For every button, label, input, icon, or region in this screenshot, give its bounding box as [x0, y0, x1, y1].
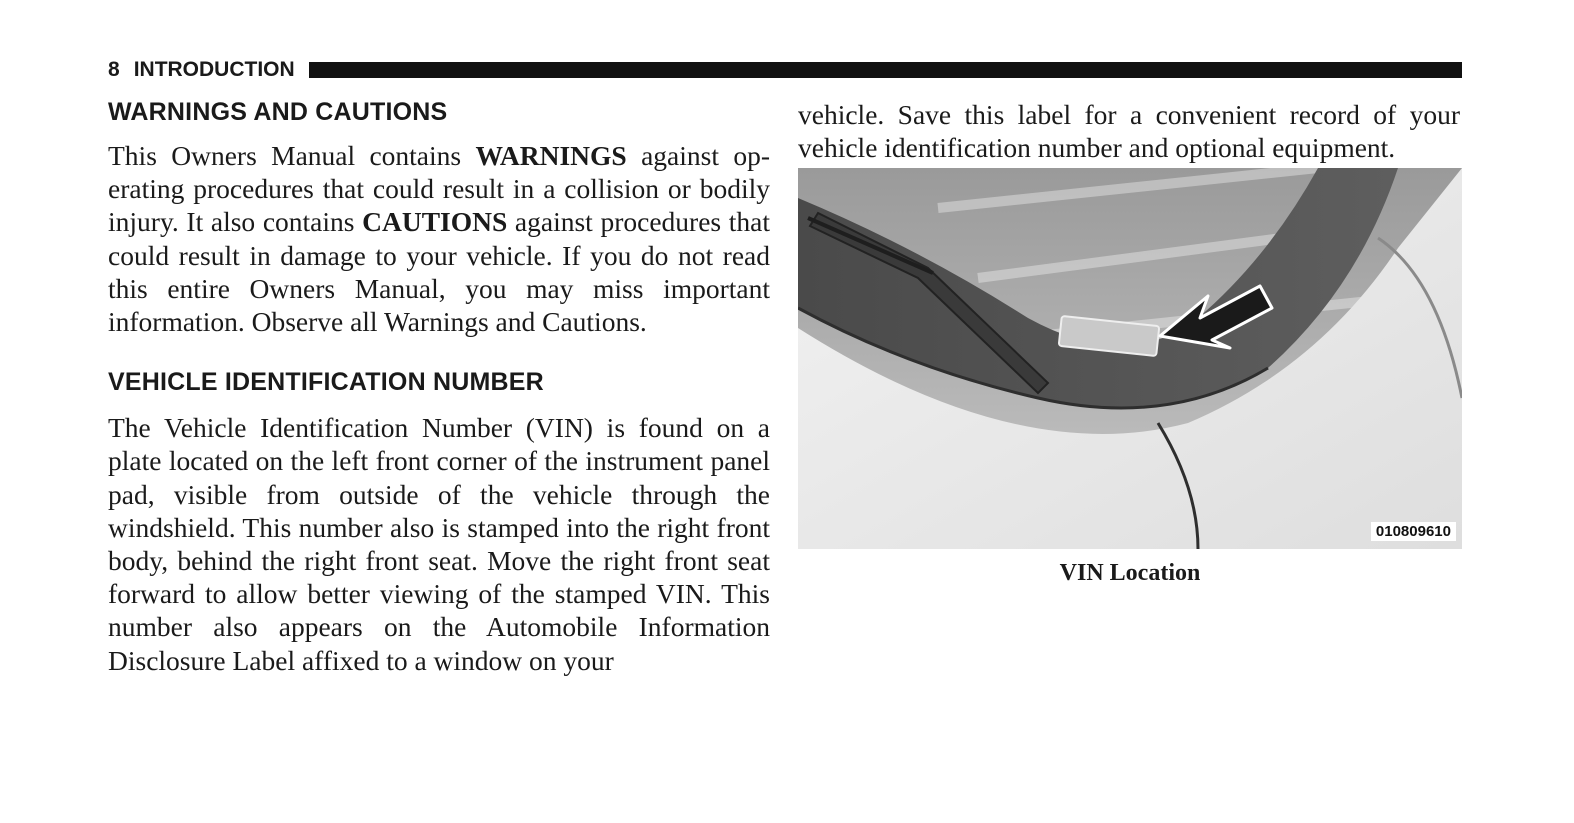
left-column	[108, 92, 770, 677]
warnings-text-1: This Owners Manual contains	[108, 140, 476, 171]
cautions-bold-term: CAUTIONS	[362, 206, 508, 238]
vin-paragraph: The Vehicle Identification Number (VIN) is found on a plate located on the left front corner of the instrument panel pad, visible from outside of the vehicle through the windshield. This number also is stamped into the right front body, behind the right front seat. Move the right front seat forward to allow better viewing of the stamped VIN. This number also appears on the Automobile Information Disclosure Label affixed to a window on your	[108, 412, 770, 676]
warnings-text-2: against operating procedures that could result in a collision or bodily injury. It also contains	[108, 140, 770, 238]
warnings-text-3: against procedures that could result in damage to your vehicle. If you do not read this entire Owners Manual, you may miss important information. Observe all Warnings and Cautions.	[108, 206, 770, 338]
warnings-paragraph	[108, 139, 770, 338]
right-column	[798, 92, 1460, 164]
page-header	[108, 58, 1462, 82]
vin-paragraph-continuation: vehicle. Save this label for a convenient record of your vehicle identification number and optional equipment.	[798, 99, 1460, 164]
figure-caption: VIN Location	[1059, 560, 1201, 586]
vin-heading: VEHICLE IDENTIFICATION NUMBER	[108, 368, 544, 397]
figure-id: 010809610	[1371, 522, 1456, 541]
page-number: 8	[108, 58, 120, 81]
vin-location-illustration	[798, 168, 1462, 549]
windshield-drawing	[798, 168, 1462, 549]
warnings-bold-term: WARNINGS	[475, 140, 627, 171]
header-rule	[309, 62, 1462, 78]
section-title: INTRODUCTION	[133, 58, 295, 81]
warnings-heading: WARNINGS AND CAUTIONS	[108, 98, 448, 126]
